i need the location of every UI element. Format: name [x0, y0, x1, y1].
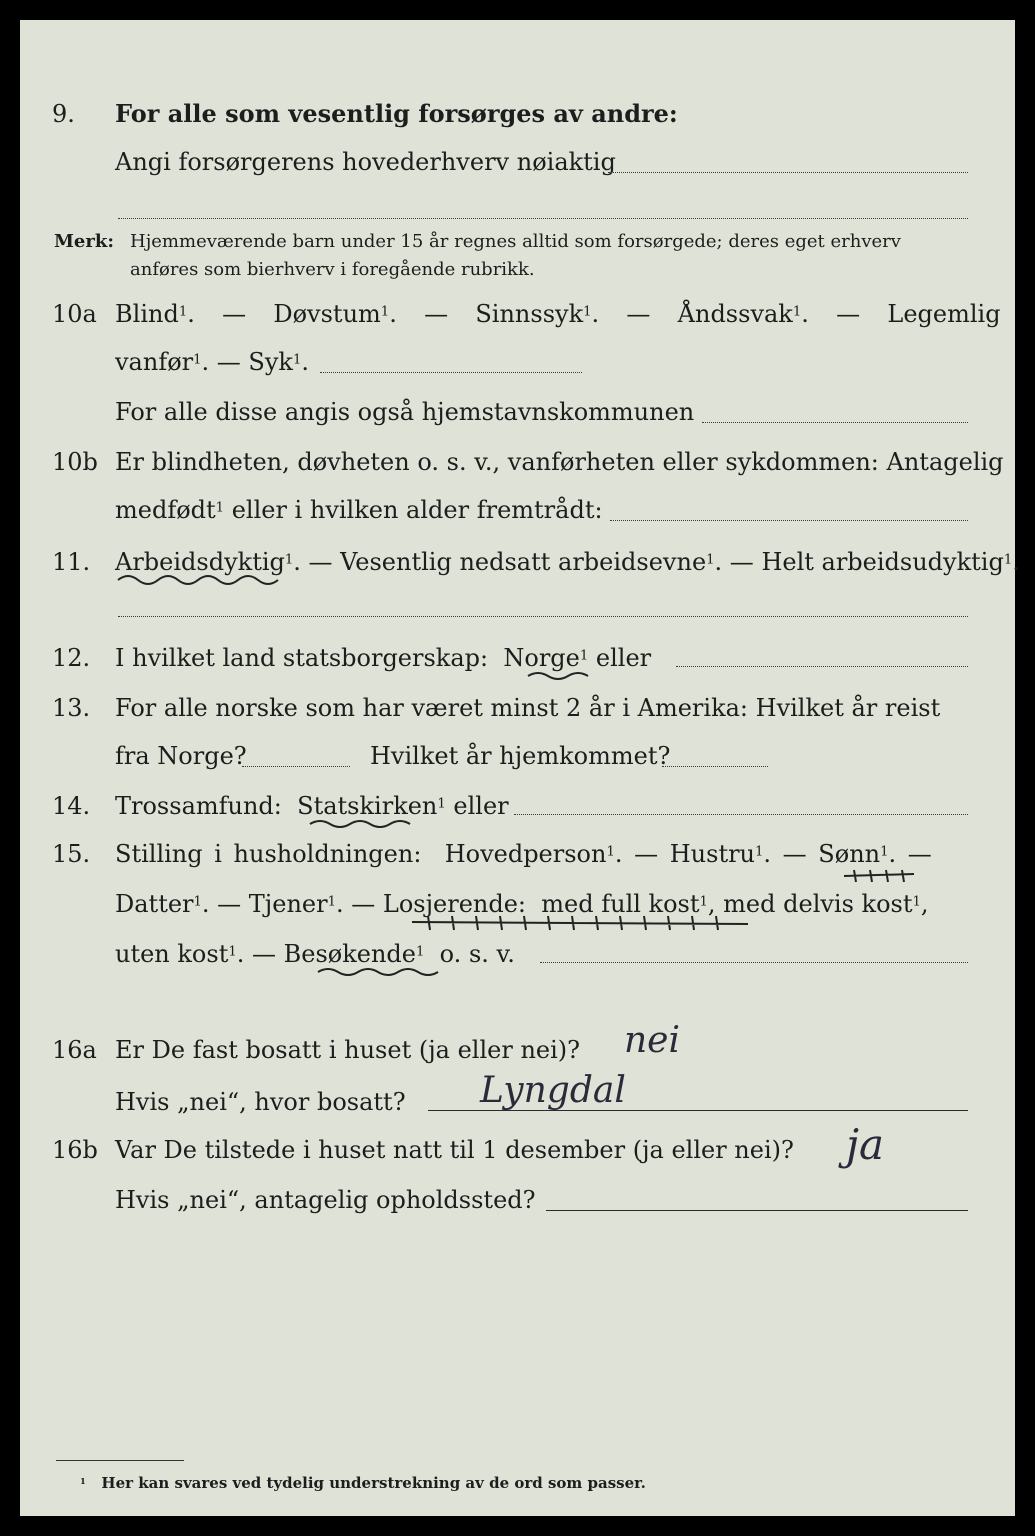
question-number: 14. [52, 792, 91, 820]
question-number: 13. [52, 694, 91, 722]
option-losjerende: Losjerende: [382, 890, 527, 918]
option-eller: eller [453, 792, 509, 820]
option-full-kost: med full kost [541, 890, 700, 918]
option-hustru: Hustru [669, 840, 756, 868]
answer-line [546, 1210, 968, 1211]
answer-line [118, 218, 968, 219]
option-dovstum: Døvstum [273, 300, 381, 328]
question-text: fra Norge? [115, 742, 247, 770]
question-text: Stilling i husholdningen: Hovedperson$^1$. — Hustru$^1$. — Sønn$^1$. — [115, 840, 932, 868]
answer-line [428, 1110, 968, 1111]
option-udyktig: Helt arbeidsudyktig [761, 548, 1004, 576]
option-andssvak: Åndssvak [677, 300, 793, 328]
question-text: medfødt$^1$ eller i hvilken alder fremtrådt: [115, 496, 603, 524]
question-number: 12. [52, 644, 91, 672]
question-text: I hvilket land statsborgerskap: Norge$^1$ eller [115, 644, 652, 672]
question-text: Hvilket år hjemkommet? [370, 742, 671, 770]
question-text-rest: eller i hvilken alder fremtrådt: [224, 496, 603, 524]
question-16a [20, 1028, 1015, 1072]
question-text: Arbeidsdyktig$^1$. — Vesentlig nedsatt arbeidsevne$^1$. — Helt arbeidsudyktig$^1$. [115, 548, 1020, 576]
question-10b-line-2 [20, 488, 1015, 532]
question-text: Datter$^1$. — Tjener$^1$. — Losjerende: med full kost$^1$, med delvis kost$^1$, [115, 890, 929, 918]
question-text: For alle norske som har været minst 2 år i Amerika: Hvilket år reist [115, 694, 941, 722]
answer-line [242, 766, 350, 767]
question-text: Var De tilstede i huset natt til 1 desember (ja eller nei)? [115, 1136, 794, 1164]
question-number: 16b [52, 1136, 98, 1164]
option-hovedperson: Hovedperson [444, 840, 607, 868]
question-text-main: Stilling i husholdningen: [115, 840, 422, 868]
note-label: Merk: [54, 231, 114, 252]
question-text: For alle som vesentlig forsørges av andre: [115, 99, 678, 128]
handwritten-answer: ja [846, 1120, 885, 1169]
answer-line [662, 766, 768, 767]
question-10b [20, 440, 1015, 484]
answer-line [610, 520, 968, 521]
question-10a-line-2 [20, 340, 1015, 384]
question-number: 15. [52, 840, 91, 868]
note-text: anføres som bierhverv i foregående rubrikk. [130, 259, 535, 280]
option-osv: o. s. v. [439, 940, 515, 968]
question-number: 10b [52, 448, 98, 476]
option-tjener: Tjener [248, 890, 328, 918]
answer-line [702, 422, 968, 423]
option-sonn: Sønn [818, 840, 881, 868]
handwritten-underline [308, 816, 418, 832]
question-13 [20, 686, 1015, 730]
handwritten-answer: Lyngdal [480, 1070, 626, 1111]
answer-line [676, 666, 968, 667]
option-norge: Norge [503, 644, 580, 672]
question-10a-line-3 [20, 390, 1015, 434]
handwritten-underline [526, 668, 596, 684]
option-delvis-kost: med delvis kost [723, 890, 913, 918]
question-text-main: I hvilket land statsborgerskap: [115, 644, 489, 672]
option-blind: Blind [115, 300, 179, 328]
question-text: For alle disse angis også hjemstavnskommunen [115, 398, 695, 426]
question-text: Angi forsørgerens hovederhverv nøiaktig [115, 148, 616, 176]
option-arbeidsdyktig: Arbeidsdyktig [115, 548, 285, 576]
census-form-page [20, 20, 1020, 1516]
handwritten-underline [116, 570, 286, 590]
option-eller: eller [595, 644, 652, 672]
answer-line [118, 616, 968, 617]
question-number: 11. [52, 548, 91, 576]
question-number: 9. [52, 100, 75, 128]
question-15-line-3 [20, 932, 1015, 976]
handwritten-underline [316, 964, 456, 980]
answer-line [540, 962, 968, 963]
note [54, 228, 114, 256]
question-9-line-2 [20, 140, 1015, 184]
handwritten-answer: nei [624, 1020, 681, 1061]
question-text: Er blindheten, døvheten o. s. v., vanførheten eller sykdommen: Antagelig [115, 448, 1004, 476]
question-text: Hvis „nei“, hvor bosatt? [115, 1088, 406, 1116]
question-16b-line-2 [20, 1178, 1015, 1222]
answer-line [514, 814, 968, 815]
question-text: Er De fast bosatt i huset (ja eller nei)? [115, 1036, 581, 1064]
question-text: uten kost$^1$. — Besøkende$^1$ o. s. v. [115, 940, 515, 968]
question-12 [20, 636, 1015, 680]
question-text: vanfør$^1$. — Syk$^1$. [115, 348, 309, 376]
note-text: Hjemmeværende barn under 15 år regnes alltid som forsørgede; deres eget erhverv [130, 231, 901, 252]
answer-line [320, 372, 582, 373]
footnote-text: Her kan svares ved tydelig understrekning av de ord som passer. [101, 1474, 646, 1492]
footnote-mark: 1 [80, 1475, 86, 1486]
option-sinnssyk: Sinnssyk [475, 300, 584, 328]
answer-line [608, 172, 968, 173]
option-medfodt: medfødt [115, 496, 216, 524]
option-syk: Syk [248, 348, 293, 376]
question-text-main: Trossamfund: [115, 792, 282, 820]
option-statskirken: Statskirken [297, 792, 438, 820]
handwritten-mark [408, 914, 758, 934]
question-text: Blind$^1$. — Døvstum$^1$. — Sinnssyk$^1$. — Åndssvak$^1$. — Legemlig [115, 300, 1001, 328]
option-legemlig: Legemlig [887, 300, 1001, 328]
option-uten-kost: uten kost [115, 940, 229, 968]
question-13-line-2 [20, 734, 1015, 778]
question-10a [20, 292, 1015, 336]
question-number: 16a [52, 1036, 97, 1064]
option-vanfor: vanfør [115, 348, 194, 376]
footnote [80, 1474, 646, 1492]
question-number: 10a [52, 300, 97, 328]
option-besokende: Besøkende [283, 940, 416, 968]
question-text: Trossamfund: Statskirken$^1$ eller [115, 792, 509, 820]
question-14 [20, 784, 1015, 828]
question-text: Hvis „nei“, antagelig opholdssted? [115, 1186, 536, 1214]
option-datter: Datter [115, 890, 194, 918]
question-9 [20, 92, 1015, 136]
option-nedsatt: Vesentlig nedsatt arbeidsevne [340, 548, 707, 576]
footnote-rule [56, 1460, 184, 1461]
